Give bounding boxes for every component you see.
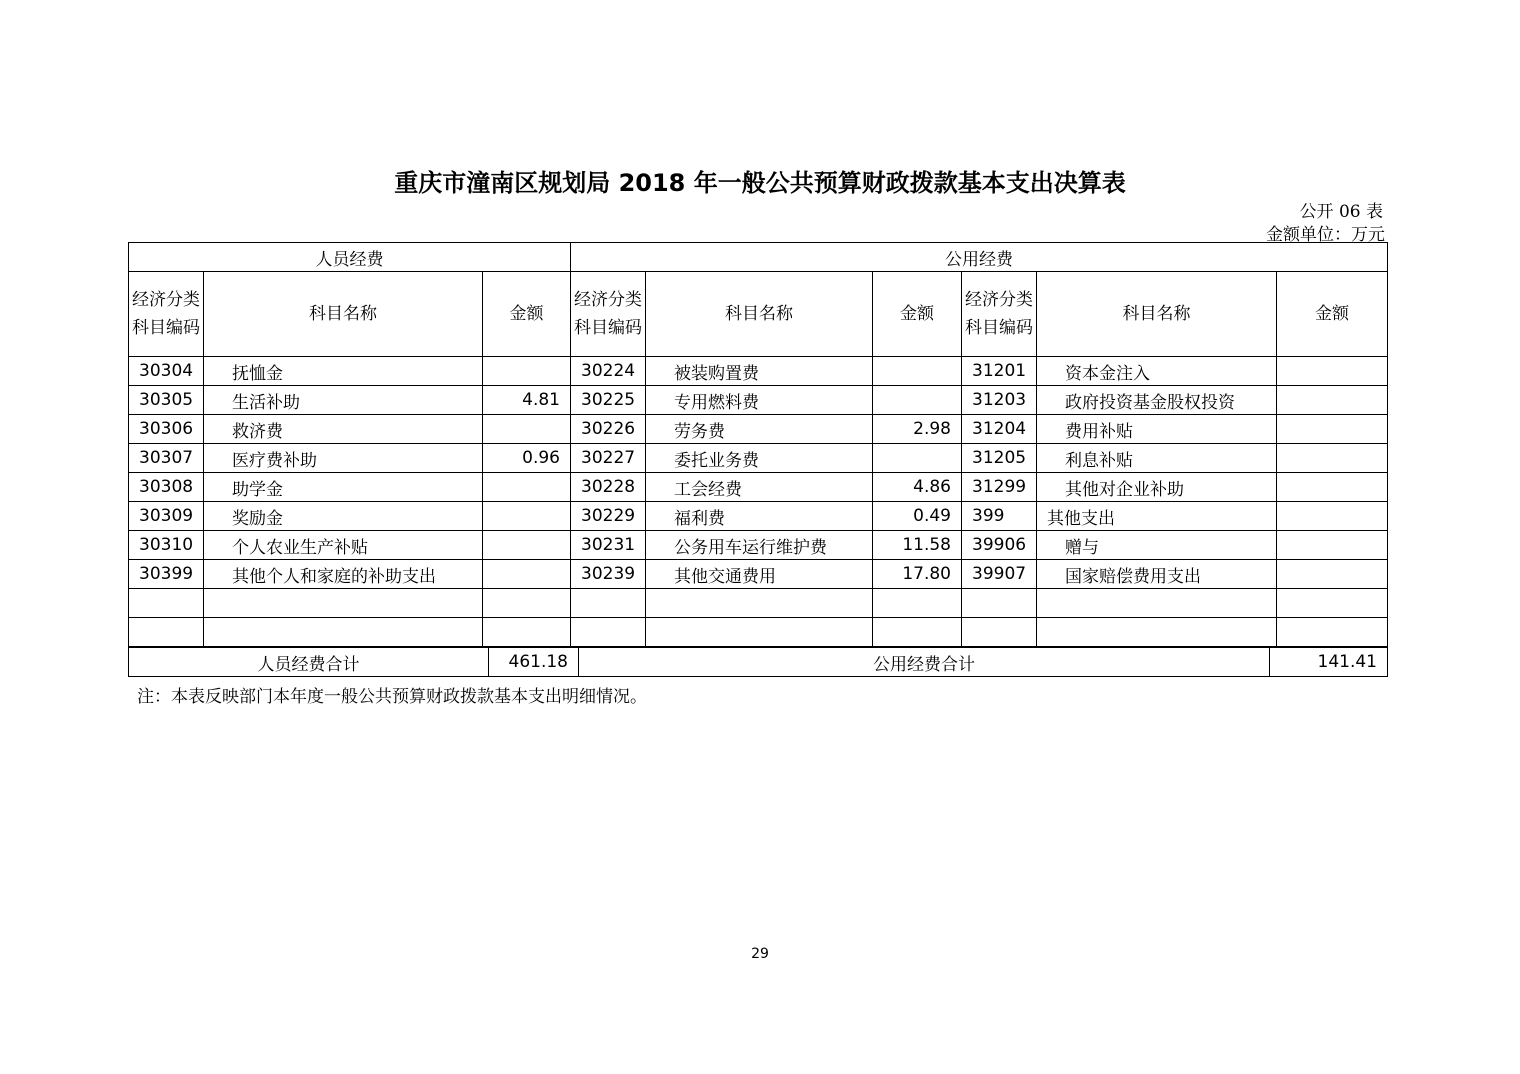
- cell-amount: [483, 618, 571, 647]
- cell-code: 30306: [129, 415, 204, 444]
- cell-name: 劳务费: [646, 415, 873, 444]
- cell-name: 被装购置费: [646, 357, 873, 386]
- table-row: [129, 531, 1388, 560]
- table-row: [129, 560, 1388, 589]
- cell-amount: [1277, 618, 1388, 647]
- table-row: [129, 502, 1388, 531]
- table-row: [129, 473, 1388, 502]
- cell-amount: 4.81: [483, 386, 571, 415]
- cell-amount: [1277, 560, 1388, 589]
- col-header-name: 科目名称: [1037, 272, 1277, 357]
- table-row: [129, 415, 1388, 444]
- cell-name: 抚恤金: [204, 357, 483, 386]
- cell-code: 30226: [571, 415, 646, 444]
- cell-code: [962, 618, 1037, 647]
- cell-name: [646, 589, 873, 618]
- cell-amount: [873, 357, 962, 386]
- col-header-name: 科目名称: [646, 272, 873, 357]
- personnel-total-value: 461.18: [489, 648, 579, 677]
- page-number: 29: [751, 946, 769, 962]
- cell-code: 30308: [129, 473, 204, 502]
- cell-amount: [483, 589, 571, 618]
- table-row: [129, 444, 1388, 473]
- cell-code: 30305: [129, 386, 204, 415]
- cell-amount: [873, 589, 962, 618]
- cell-amount: 2.98: [873, 415, 962, 444]
- cell-amount: [483, 473, 571, 502]
- cell-name: 公务用车运行维护费: [646, 531, 873, 560]
- cell-name: 政府投资基金股权投资: [1037, 386, 1277, 415]
- cell-code: 31205: [962, 444, 1037, 473]
- cell-name: 其他对企业补助: [1037, 473, 1277, 502]
- table-note: 注：本表反映部门本年度一般公共预算财政拨款基本支出明细情况。: [137, 687, 647, 707]
- cell-code: 30307: [129, 444, 204, 473]
- cell-code: 30225: [571, 386, 646, 415]
- cell-code: 39907: [962, 560, 1037, 589]
- cell-code: [571, 618, 646, 647]
- cell-name: 其他个人和家庭的补助支出: [204, 560, 483, 589]
- cell-code: 30309: [129, 502, 204, 531]
- cell-code: [129, 589, 204, 618]
- cell-name: 赠与: [1037, 531, 1277, 560]
- cell-code: 39906: [962, 531, 1037, 560]
- cell-name: 费用补贴: [1037, 415, 1277, 444]
- col-header-name: 科目名称: [204, 272, 483, 357]
- cell-name: [204, 618, 483, 647]
- cell-code: 399: [962, 502, 1037, 531]
- cell-name: [204, 589, 483, 618]
- cell-amount: [483, 502, 571, 531]
- table-row: [129, 357, 1388, 386]
- col-header-code: 经济分类科目编码: [571, 272, 646, 357]
- cell-name: 奖励金: [204, 502, 483, 531]
- page-title: 重庆市潼南区规划局 2018 年一般公共预算财政拨款基本支出决算表: [394, 169, 1126, 197]
- cell-name: 利息补贴: [1037, 444, 1277, 473]
- cell-code: 30231: [571, 531, 646, 560]
- cell-name: 救济费: [204, 415, 483, 444]
- cell-name: 个人农业生产补贴: [204, 531, 483, 560]
- cell-amount: 11.58: [873, 531, 962, 560]
- cell-code: 30304: [129, 357, 204, 386]
- cell-amount: 0.49: [873, 502, 962, 531]
- cell-amount: 4.86: [873, 473, 962, 502]
- cell-name: 资本金注入: [1037, 357, 1277, 386]
- cell-name: 生活补助: [204, 386, 483, 415]
- cell-name: 其他交通费用: [646, 560, 873, 589]
- cell-amount: [483, 357, 571, 386]
- cell-amount: [1277, 473, 1388, 502]
- cell-amount: [1277, 589, 1388, 618]
- cell-amount: 0.96: [483, 444, 571, 473]
- cell-code: 31204: [962, 415, 1037, 444]
- cell-amount: [873, 386, 962, 415]
- cell-code: 30224: [571, 357, 646, 386]
- cell-amount: [873, 444, 962, 473]
- cell-amount: [483, 560, 571, 589]
- totals-table: [128, 647, 1388, 677]
- cell-code: 30399: [129, 560, 204, 589]
- cell-amount: [483, 415, 571, 444]
- cell-amount: [873, 618, 962, 647]
- table-row: [129, 386, 1388, 415]
- amount-unit: 金额单位：万元: [1266, 225, 1385, 245]
- cell-code: [962, 589, 1037, 618]
- col-header-amount: 金额: [1277, 272, 1388, 357]
- public-total-value: 141.41: [1270, 648, 1388, 677]
- cell-amount: [1277, 415, 1388, 444]
- col-header-code: 经济分类科目编码: [962, 272, 1037, 357]
- col-header-amount: 金额: [873, 272, 962, 357]
- expenditure-table: [128, 242, 1388, 647]
- cell-amount: [483, 531, 571, 560]
- cell-code: [571, 589, 646, 618]
- cell-amount: [1277, 531, 1388, 560]
- cell-name: 国家赔偿费用支出: [1037, 560, 1277, 589]
- public-total-label: 公用经费合计: [579, 648, 1270, 677]
- personnel-total-label: 人员经费合计: [129, 648, 489, 677]
- cell-code: 31299: [962, 473, 1037, 502]
- cell-code: 30229: [571, 502, 646, 531]
- section-header-public: 公用经费: [571, 243, 1388, 272]
- table-row: [129, 618, 1388, 647]
- cell-name: 委托业务费: [646, 444, 873, 473]
- section-header-personnel: 人员经费: [129, 243, 571, 272]
- cell-amount: [1277, 502, 1388, 531]
- cell-code: 30239: [571, 560, 646, 589]
- cell-name: 助学金: [204, 473, 483, 502]
- cell-name: 医疗费补助: [204, 444, 483, 473]
- cell-code: 31203: [962, 386, 1037, 415]
- cell-name: [1037, 589, 1277, 618]
- col-header-amount: 金额: [483, 272, 571, 357]
- cell-name: 专用燃料费: [646, 386, 873, 415]
- col-header-code: 经济分类科目编码: [129, 272, 204, 357]
- cell-amount: [1277, 357, 1388, 386]
- cell-amount: [1277, 386, 1388, 415]
- cell-name: 工会经费: [646, 473, 873, 502]
- cell-amount: 17.80: [873, 560, 962, 589]
- cell-code: 31201: [962, 357, 1037, 386]
- cell-code: 30227: [571, 444, 646, 473]
- form-number: 公开 06 表: [1299, 202, 1383, 222]
- table-row: [129, 589, 1388, 618]
- cell-code: 30228: [571, 473, 646, 502]
- cell-code: [129, 618, 204, 647]
- cell-name: 其他支出: [1037, 502, 1277, 531]
- cell-name: [1037, 618, 1277, 647]
- cell-name: 福利费: [646, 502, 873, 531]
- cell-name: [646, 618, 873, 647]
- cell-amount: [1277, 444, 1388, 473]
- cell-code: 30310: [129, 531, 204, 560]
